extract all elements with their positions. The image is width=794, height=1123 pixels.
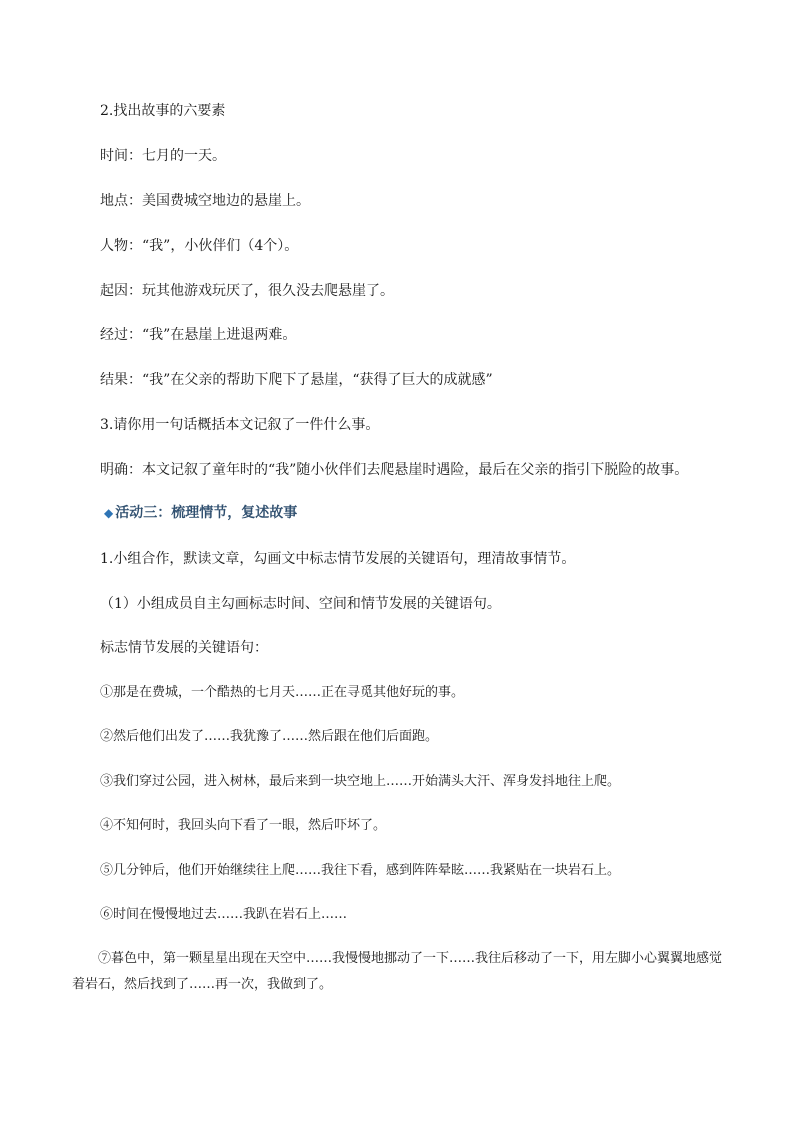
key-sentence-2: ②然后他们出发了……我犹豫了……然后跟在他们后面跑。 <box>100 729 439 744</box>
activity3-heading <box>104 503 734 523</box>
key-sentences-label: 标志情节发展的关键语句： <box>100 640 268 656</box>
key-sentence-3: ③我们穿过公园，进入树林，最后来到一块空地上……开始满头大汗、浑身发抖地往上爬。 <box>100 774 621 789</box>
activity3-title: 活动三：梳理情节，复述故事 <box>115 505 298 521</box>
key-sentence-5: ⑤几分钟后，他们开始继续往上爬……我往下看，感到阵阵晕眩……我紧贴在一块岩石上。 <box>100 863 621 878</box>
element-process: 经过：“我”在悬崖上进退两难。 <box>100 327 297 343</box>
section2-title: 2.找出故事的六要素 <box>100 103 226 119</box>
key-sentence-7: ⑦暮色中，第一颗星星出现在天空中……我慢慢地挪动了一下……我往后移动了一下，用左脚小心翼翼地感觉着岩石，然后找到了……再一次，我做到了。 <box>72 951 723 992</box>
activity3-task1: 1.小组合作，默读文章，勾画文中标志情节发展的关键语句，理清故事情节。 <box>100 551 576 567</box>
element-result: 结果：“我”在父亲的帮助下爬下了悬崖，“获得了巨大的成就感” <box>100 372 493 388</box>
key-sentence-1: ①那是在费城，一个酷热的七月天……正在寻觅其他好玩的事。 <box>100 685 465 700</box>
diamond-icon: ◆ <box>104 506 114 520</box>
section3-answer: 明确：本文记叙了童年时的“我”随小伙伴们去爬悬崖时遇险，最后在父亲的指引下脱险的故事。 <box>100 462 689 478</box>
activity3-sub1: （1）小组成员自主勾画标志时间、空间和情节发展的关键语句。 <box>100 596 501 612</box>
element-place: 地点：美国费城空地边的悬崖上。 <box>100 193 310 209</box>
element-cause: 起因：玩其他游戏玩厌了，很久没去爬悬崖了。 <box>100 283 394 299</box>
element-people: 人物：“我”，小伙伴们（4个）。 <box>100 238 299 254</box>
element-time: 时间：七月的一天。 <box>100 148 226 164</box>
key-sentence-4: ④不知何时，我回头向下看了一眼，然后吓坏了。 <box>100 818 387 833</box>
key-sentence-6: ⑥时间在慢慢地过去……我趴在岩石上…… <box>100 907 348 922</box>
section3-question: 3.请你用一句话概括本文记叙了一件什么事。 <box>100 417 380 433</box>
